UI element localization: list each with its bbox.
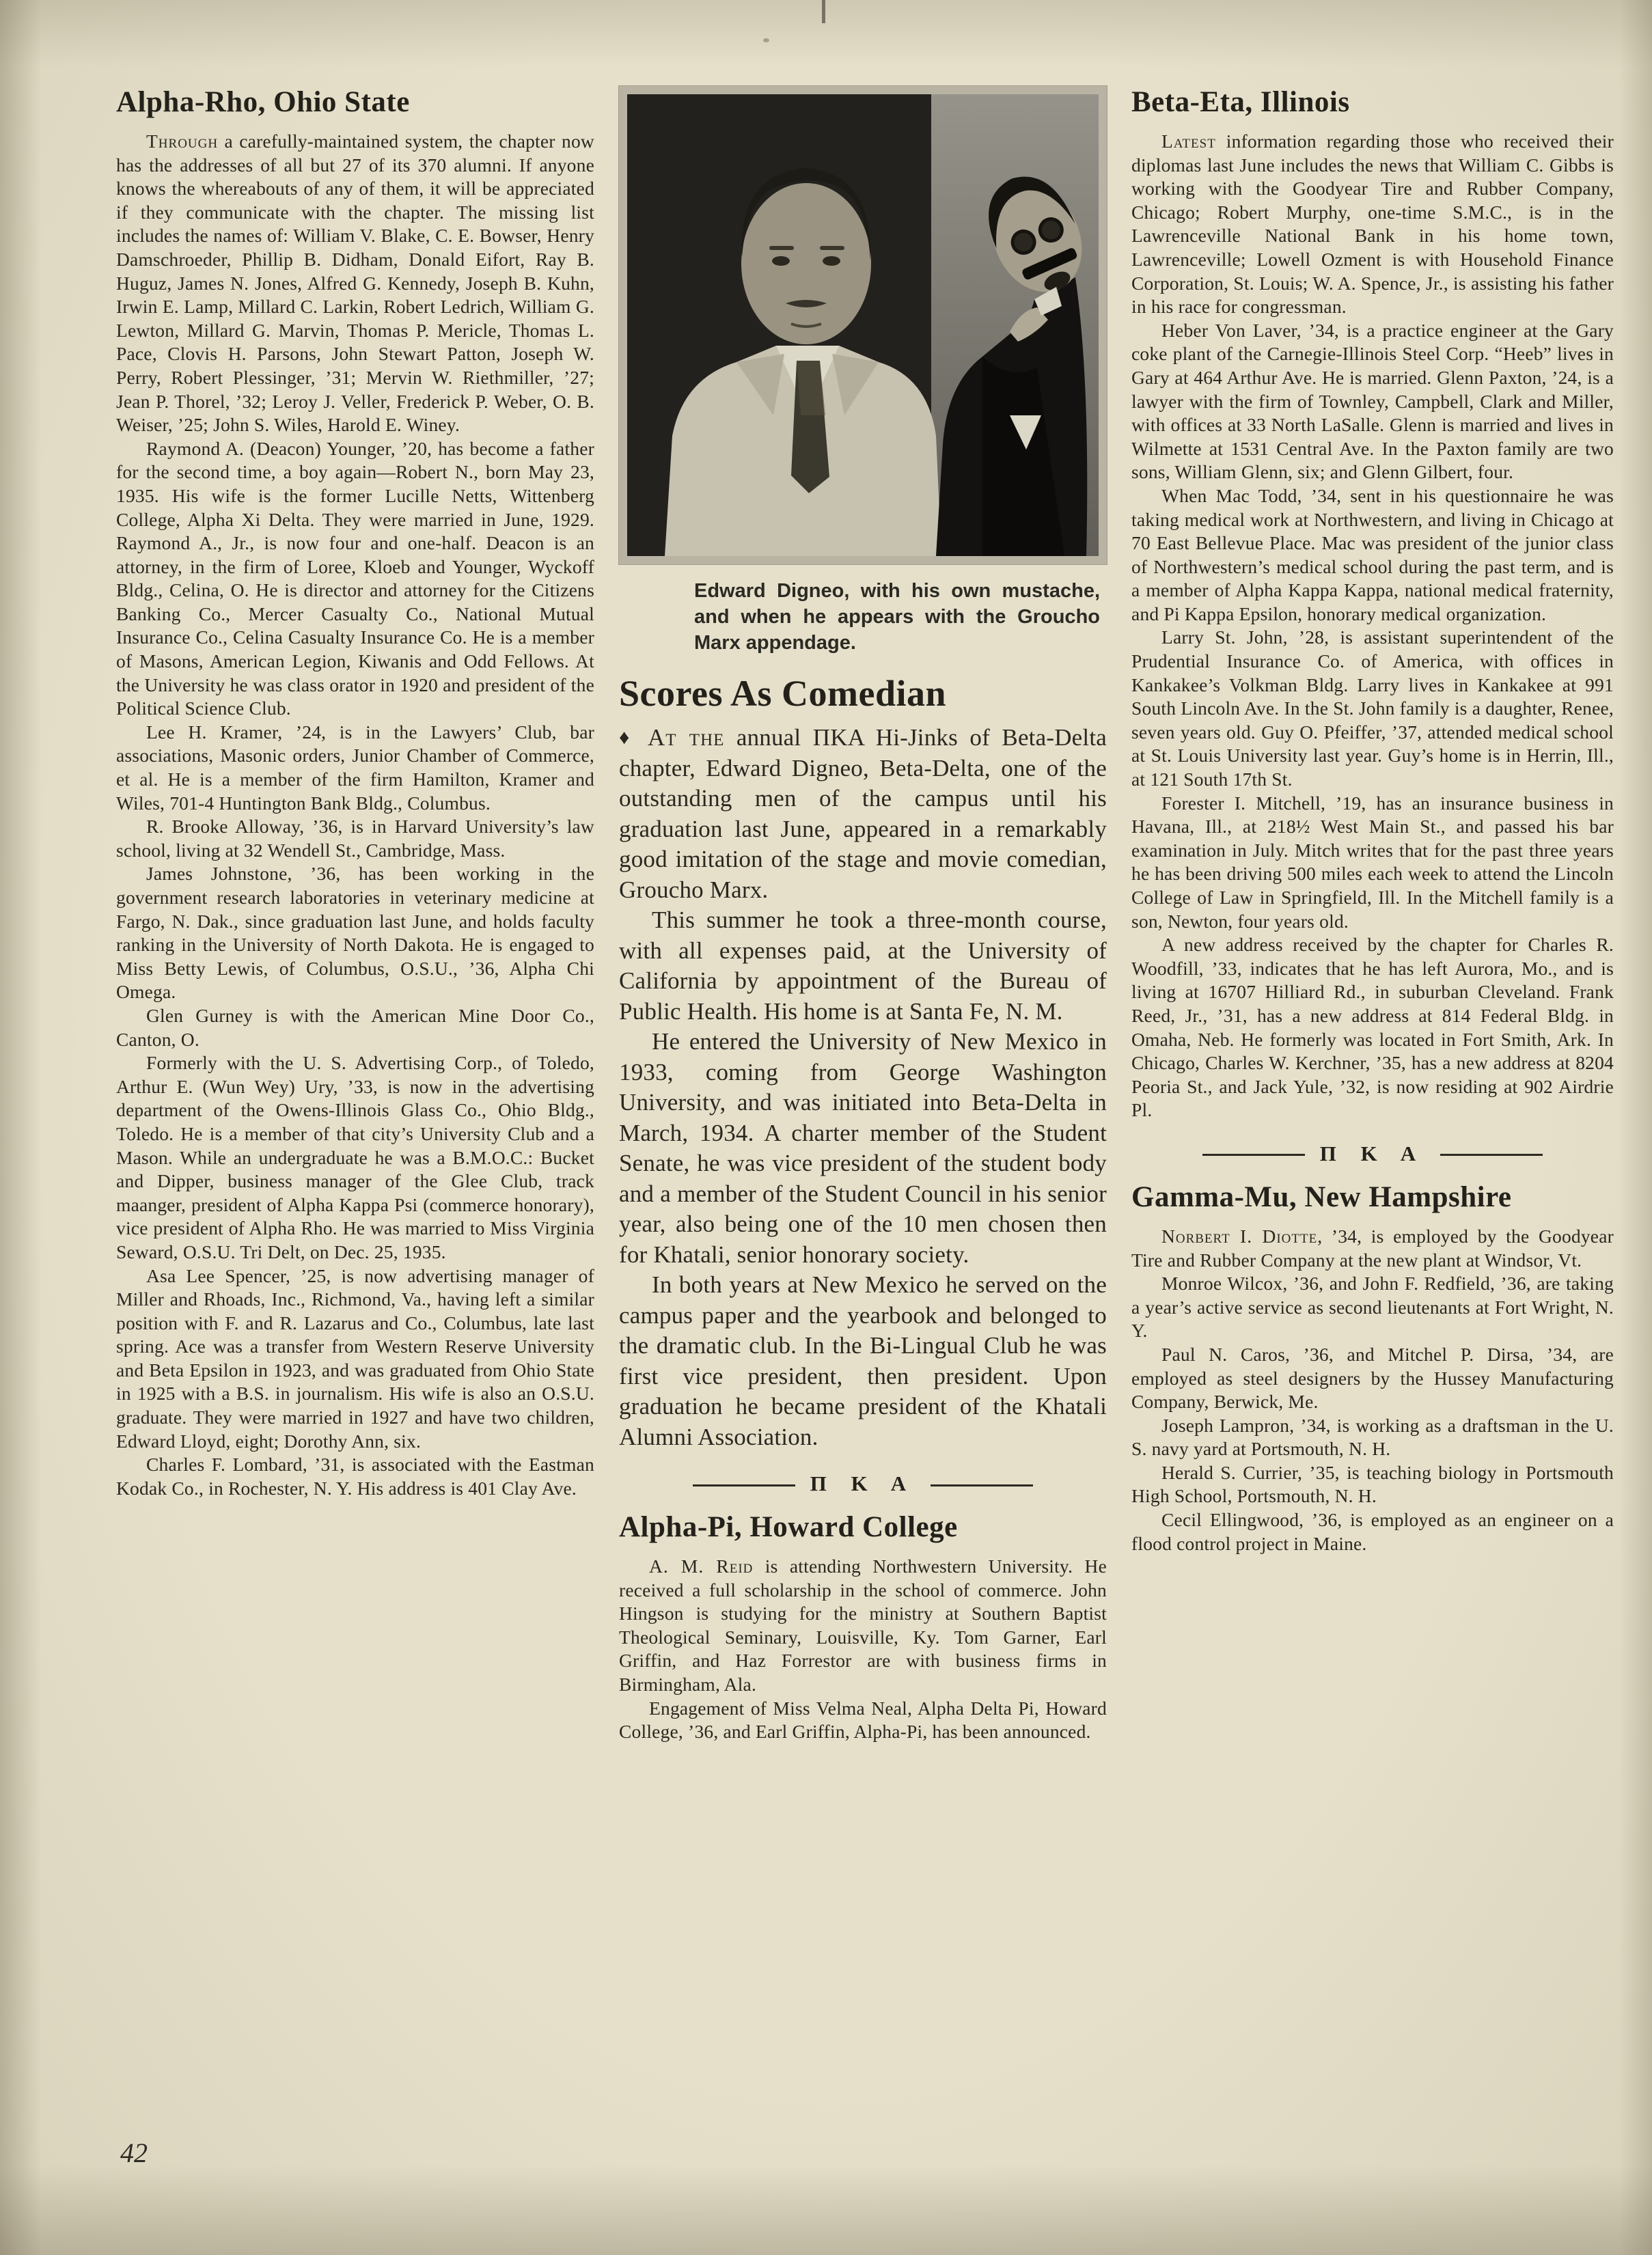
paragraph: Herald S. Currier, ’35, is teaching biology in Portsmouth High School, Portsmouth, N. H. [1131, 1461, 1614, 1507]
paragraph: Heber Von Laver, ’34, is a practice engineer at the Gary coke plant of the Carnegie-Illinois Steel Corp. “Heeb” lives in Gary at 464 Arthur Ave. He is married. Glenn Paxton, ’24, is a lawyer with the firm of Townley, Campbell, Clark and Miller, with offices at 33 North LaSalle. Glenn is married and lives in Wilmette at 1531 Central Ave. In the Paxton family are two sons, William Glenn, six; and Glenn Gilbert, four. [1131, 319, 1614, 483]
column-feature [619, 86, 1107, 1744]
page-number: 42 [120, 2138, 148, 2168]
paragraph: ♦ At the annual ΠKA Hi-Jinks of Beta-Delta chapter, Edward Digneo, Beta-Delta, one of the outstanding men of the campus until his graduation last June, appeared in a remarkably good imitation of the stage and movie comedian, Groucho Marx. [619, 724, 1107, 903]
section-heading-alpha-rho: Alpha-Rho, Ohio State [116, 86, 410, 118]
paragraph: Asa Lee Spencer, ’25, is now advertising manager of Miller and Rhoads, Inc., Richmond, Va., having left a similar position with F. and R. Lazarus and Co., Columbus, late last spring. Ace was a transfer from Western Reserve University and Beta Epsilon in 1923, and was graduated from Ohio State in 1925 with a B.S. in journalism. His wife is also an O.S.U. graduate. They were married in 1927 and have two children, Edward Lloyd, eight; Dorothy Ann, six. [116, 1264, 594, 1452]
divider-rule [931, 1484, 1033, 1486]
column-layout [116, 86, 1614, 1744]
pka-divider [619, 1473, 1107, 1497]
feature-heading: Scores As Comedian [619, 673, 947, 714]
pka-divider-label: Π K A [810, 1471, 916, 1495]
paragraph: Monroe Wilcox, ’36, and John F. Redfield, ’36, are taking a year’s active service as second lieutenants at Fort Wright, N. Y. [1131, 1273, 1614, 1342]
paragraph: Through a carefully-maintained system, the chapter now has the addresses of all but 27 of its 370 alumni. If anyone knows the whereabouts of any of them, it will be appreciated if they communicate with the chapter. The missing list includes the names of: William V. Blake, C. E. Bowser, Henry Damschroeder, Phillip B. Didham, Donald Eifort, Ray B. Huguz, James N. Jones, Alfred G. Kennedy, Joseph B. Kuhn, Irwin E. Lamp, Millard C. Larkin, Robert Ledrich, William G. Lewton, Millard G. Marvin, Thomas P. Mericle, Thomas L. Pace, Clovis H. Parsons, John Stewart Patton, Joseph W. Perry, Robert Plessinger, ’31; Mervin W. Riethmiller, ’27; Jean P. Thorel, ’32; Leroy J. Veller, Frederick P. Weber, O. B. Weiser, ’25; John S. Wiles, Harold E. Winey. [116, 130, 594, 436]
paragraph: Latest information regarding those who received their diplomas last June includes the news that William C. Gibbs is working with the Goodyear Tire and Rubber Company, Chicago; Robert Murphy, one-time S.M.C., is in the Lawrenceville National Bank in his home town, Lawrenceville; Lowell Ozment is with Household Finance Corporation, St. Louis; W. A. Spence, Jr., is assisting his father in his race for congressman. [1131, 130, 1614, 318]
paragraph: Norbert I. Diotte, ’34, is employed by the Goodyear Tire and Rubber Company at the new plant at Windsor, Vt. [1131, 1225, 1614, 1271]
paragraph: He entered the University of New Mexico in 1933, coming from George Washington University, and was initiated into Beta-Delta in March, 1934. A charter member of the Student Senate, he was vice president of the student body and a member of the Student Council in his senior year, also being one of the 10 men chosen then for Khatali, senior honorary society. [619, 1028, 1107, 1268]
gutter-mark [822, 0, 825, 23]
divider-rule [1440, 1154, 1543, 1156]
paragraph: R. Brooke Alloway, ’36, is in Harvard University’s law school, living at 32 Wendell St., Cambridge, Mass. [116, 816, 594, 861]
paragraph: Larry St. John, ’28, is assistant superintendent of the Prudential Insurance Co. of America, with offices in Kankakee’s Volkman Bldg. Larry lives in Kankakee at 991 South Lincoln Ave. In the St. John family is a daughter, Renee, seven years old. Guy O. Pfeiffer, ’37, attended medical school at St. Louis University last year. Guy’s home is in Herrin, Ill., at 121 South 17th St. [1131, 626, 1614, 790]
paragraph: Joseph Lampron, ’34, is working as a draftsman in the U. S. navy yard at Portsmouth, N. H. [1131, 1414, 1614, 1460]
section-heading-beta-eta: Beta-Eta, Illinois [1131, 86, 1350, 118]
paragraph: Cecil Ellingwood, ’36, is employed as an engineer on a flood control project in Maine. [1131, 1509, 1614, 1554]
paragraph: When Mac Todd, ’34, sent in his questionnaire he was taking medical work at Northwestern, and living in Chicago at 70 East Bellevue Place. Mac was president of the junior class of Northwestern’s medical school during the past term, and is a member of Alpha Kappa Kappa, national medical fraternity, and Pi Kappa Epsilon, honorary medical organization. [1131, 484, 1614, 624]
paper-speck [763, 38, 769, 42]
paragraph: Glen Gurney is with the American Mine Door Co., Canton, O. [116, 1004, 594, 1050]
pka-divider-label: Π K A [1319, 1141, 1426, 1165]
paragraph: Lee H. Kramer, ’24, is in the Lawyers’ Club, bar associations, Masonic orders, Junior Chamber of Commerce, et al. He is a member of the firm Hamilton, Kramer and Wiles, 701-4 Huntington Bank Bldg., Columbus. [116, 721, 594, 814]
paragraph: Forester I. Mitchell, ’19, has an insurance business in Havana, Ill., at 218½ West Main St., and passed his bar examination in July. Mitch writes that for the past three years he has been driving 500 miles each week to attend the Lincoln College of Law in Springfield, Ill. In the Mitchell family is a son, Newton, four years old. [1131, 792, 1614, 932]
paragraph: A. M. Reid is attending Northwestern University. He received a full scholarship in the school of commerce. John Hingson is studying for the ministry at Southern Baptist Theological Seminary, Louisville, Ky. Tom Garner, Earl Griffin, and Haz Forrestor are with business firms in Birmingham, Ala. [619, 1555, 1107, 1695]
paragraph: Charles F. Lombard, ’31, is associated with the Eastman Kodak Co., in Rochester, N. Y. His address is 401 Clay Ave. [116, 1454, 594, 1499]
paragraph: A new address received by the chapter for Charles R. Woodfill, ’33, indicates that he has left Aurora, Mo., and is living at 16707 Hilliard Rd., in suburban Cleveland. Frank Reed, Jr., ’31, has a new address at 814 Federal Bldg. in Omaha, Neb. He formerly was located in Fort Smith, Ark. In Chicago, Charles W. Kerchner, ’35, has a new address at 8204 Peoria St., and Jack Yule, ’32, is now residing at 902 Airdrie Pl. [1131, 934, 1614, 1121]
paragraph: Paul N. Caros, ’36, and Mitchel P. Dirsa, ’34, are employed as steel designers by the Hussey Manufacturing Company, Berwick, Me. [1131, 1343, 1614, 1413]
photo-caption: Edward Digneo, with his own mustache, and when he appears with the Groucho Marx appendage. [694, 580, 1100, 654]
divider-rule [693, 1484, 795, 1486]
digneo-photo-image [627, 94, 1099, 556]
paragraph: Formerly with the U. S. Advertising Corp., of Toledo, Arthur E. (Wun Wey) Ury, ’33, is now in the advertising department of the Owens-Illinois Glass Co., Ohio Bldg., Toledo. He is a member of that city’s University Club and a Mason. While an undergraduate he was a B.M.O.C.: Bucket and Dipper, business manager of the Glee Club, track maanger, president of Alpha Kappa Psi (commerce honorary), vice president of Alpha Rho. He was married to Miss Virginia Seward, O.S.U. Tri Delt, on Dec. 25, 1935. [116, 1052, 594, 1262]
section-heading-alpha-pi: Alpha-Pi, Howard College [619, 1511, 958, 1543]
paragraph: This summer he took a three-month course, with all expenses paid, at the University of California by appointment of the Bureau of Public Health. His home is at Santa Fe, N. M. [619, 907, 1107, 1025]
column-beta-eta-gamma-mu [1131, 86, 1614, 1744]
paragraph: Raymond A. (Deacon) Younger, ’20, has become a father for the second time, a boy again—Robert N., born May 23, 1935. His wife is the former Lucille Netts, Wittenberg College, Alpha Xi Delta. They were married in June, 1929. Raymond A., Jr., is now four and one-half. Deacon is an attorney, in the firm of Loree, Kloeb and Younger, Wyckoff Bldg., Celina, O. He is director and attorney for the Citizens Banking Co., Mercer Casualty Co., National Mutual Insurance Co., Celina Casualty Insurance Co. He is a member of Masons, American Legion, Kiwanis and Odd Fellows. At the University he was class orator in 1920 and president of the Political Science Club. [116, 437, 594, 719]
paragraph: Engagement of Miss Velma Neal, Alpha Delta Pi, Howard College, ’36, and Earl Griffin, Alpha-Pi, has been announced. [619, 1697, 1107, 1743]
divider-rule [1202, 1154, 1305, 1156]
pka-divider [1131, 1143, 1614, 1167]
diamond-bullet-icon: ♦ [619, 726, 636, 749]
column-alpha-rho [116, 86, 594, 1744]
paragraph: James Johnstone, ’36, has been working in the government research laboratories in veterinary medicine at Fargo, N. Dak., since graduation last June, and holds faculty ranking in the University of North Dakota. He is engaged to Miss Betty Lewis, of Columbus, O.S.U., ’36, Alpha Chi Omega. [116, 863, 594, 1003]
section-heading-gamma-mu: Gamma-Mu, New Hampshire [1131, 1180, 1512, 1213]
digneo-photo [619, 86, 1107, 564]
paragraph: In both years at New Mexico he served on the campus paper and the yearbook and belonged to the dramatic club. In the Bi-Lingual Club he was first vice president, then president. Upon graduation he became president of the Khatali Alumni Association. [619, 1271, 1107, 1450]
